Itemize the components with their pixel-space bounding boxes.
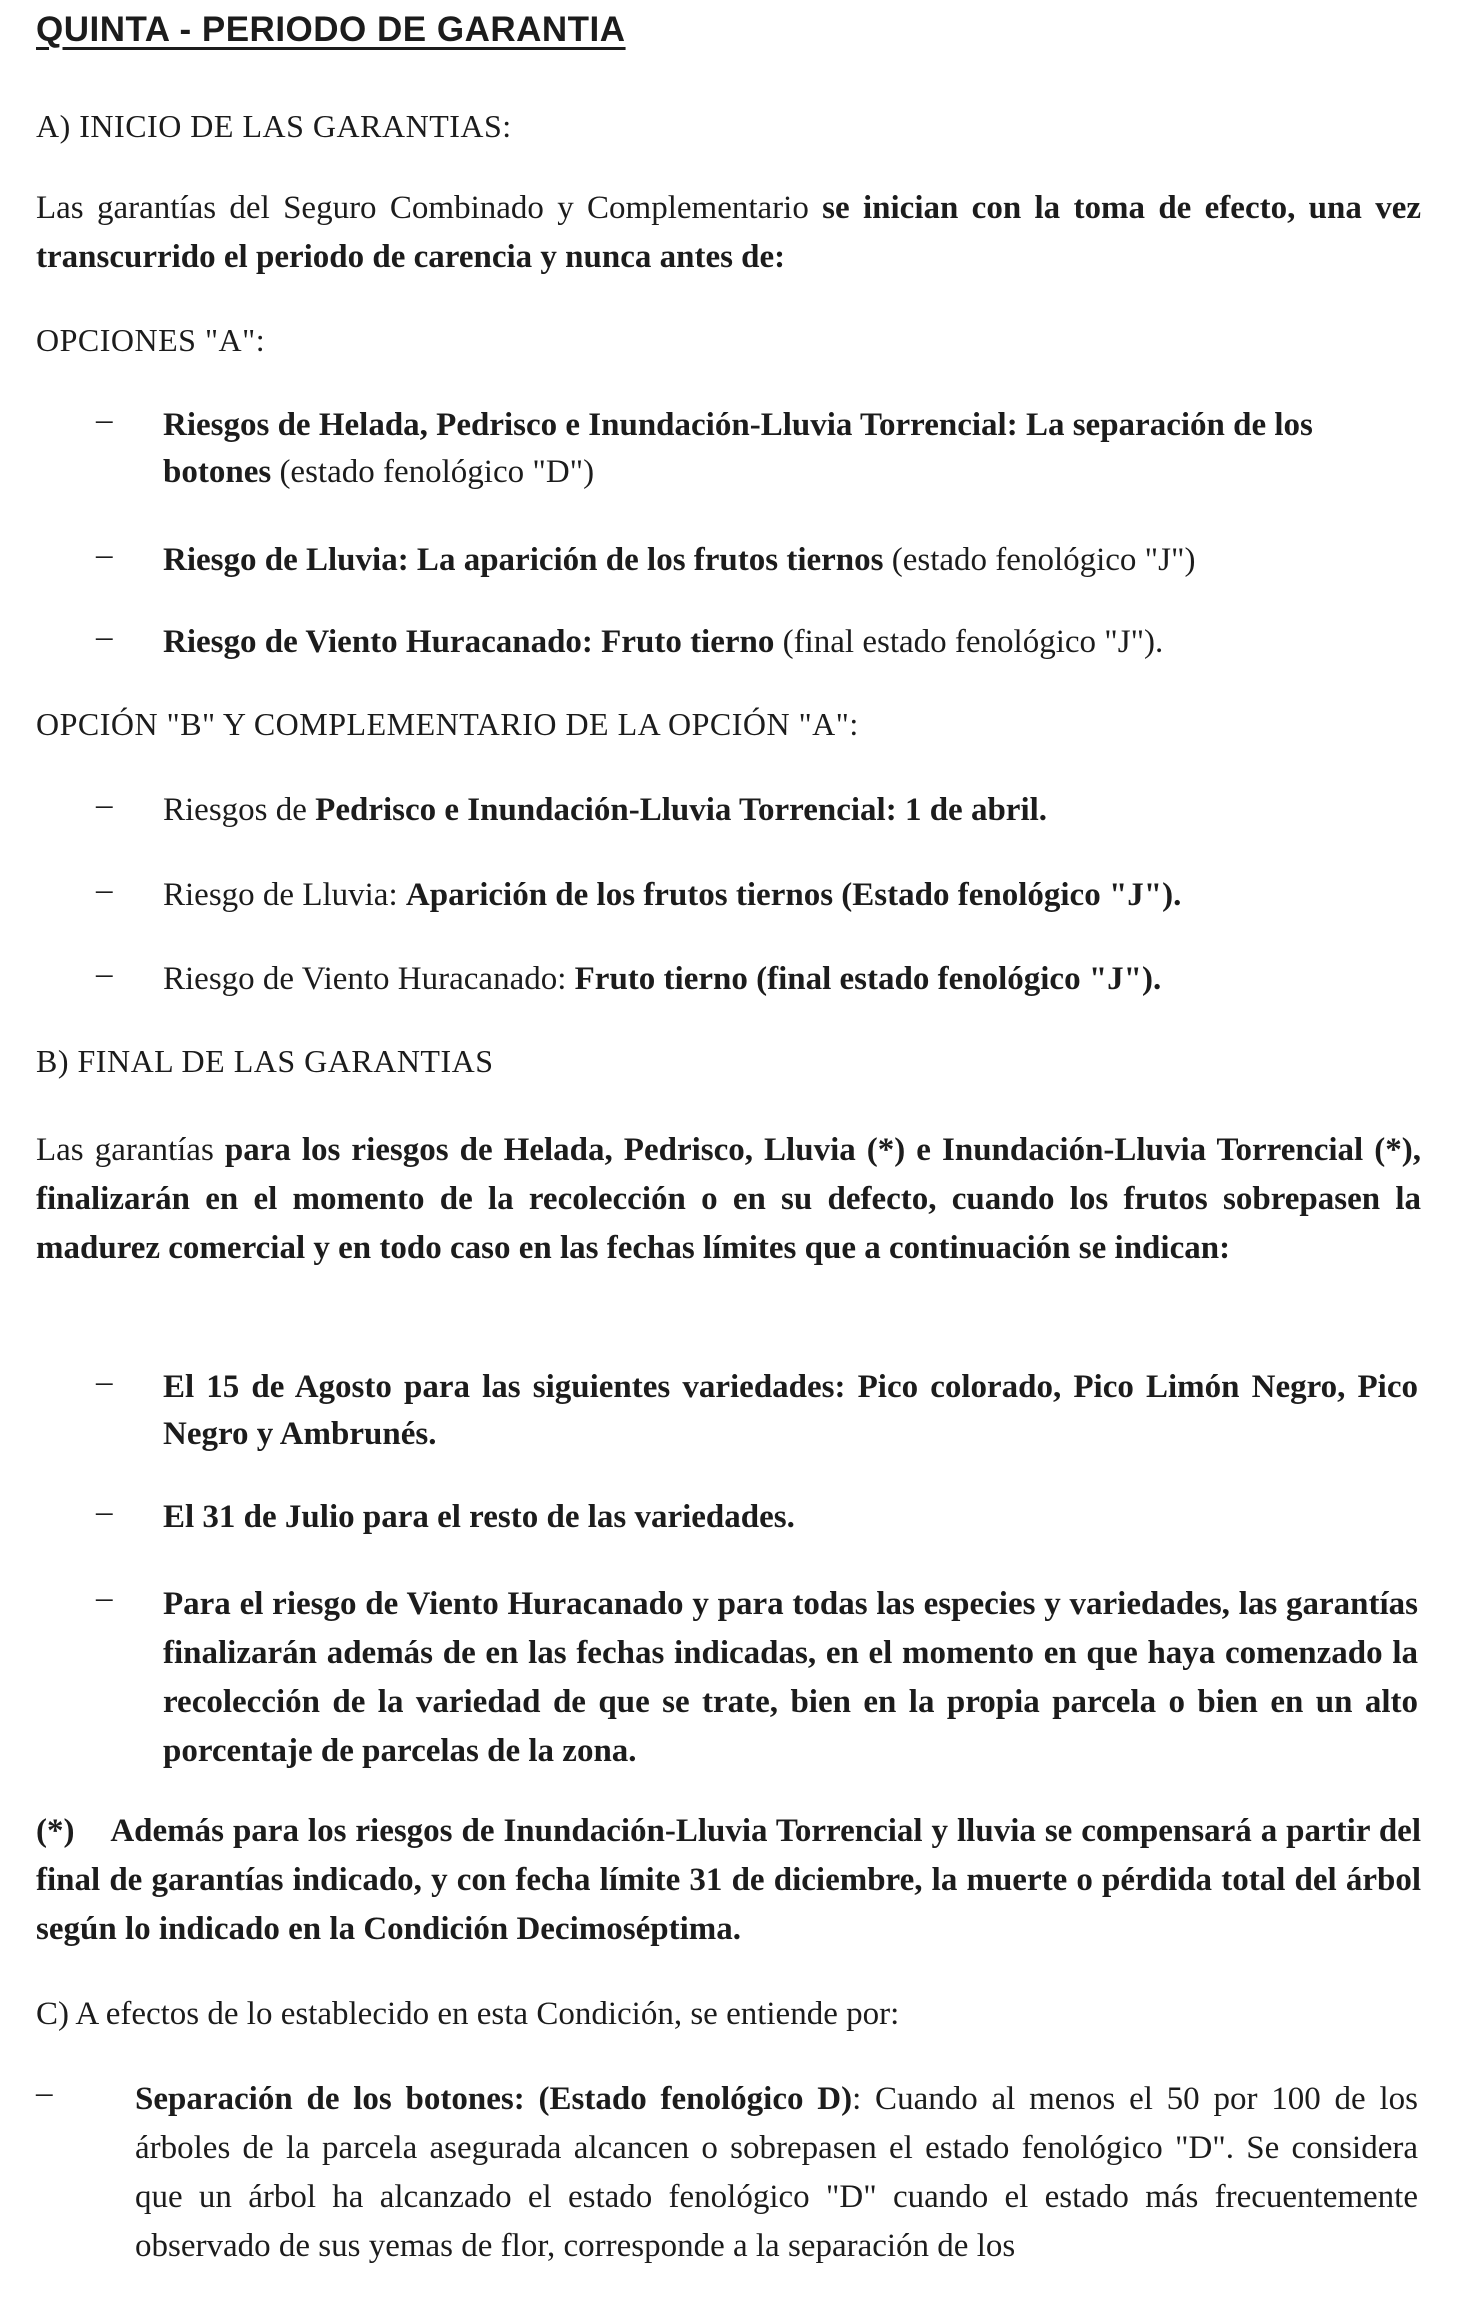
page-title: QUINTA - PERIODO DE GARANTIA: [36, 10, 626, 49]
section-b-item: Para el riesgo de Viento Huracanado y para todas las especies y variedades, las garantías finalizarán además de en las fechas indicadas, en el momento en que haya comenzado la recolección de la variedad de que se trate, bien en la propia parcela o bien en un alto porcentaje de parcelas de la zona.: [163, 1586, 1418, 1769]
list-dash: –: [96, 402, 113, 438]
item-normal: (final estado fenológico "J").: [774, 624, 1164, 660]
section-b-intro: [36, 1126, 1421, 1273]
item-normal: (estado fenológico "D"): [271, 454, 595, 490]
item-normal: (estado fenológico "J"): [883, 542, 1196, 578]
options-a-item: [163, 537, 1418, 584]
item-bold: Riesgos de Helada, Pedrisco e Inundación-Lluvia Torrencial: La separación de los botones: [163, 407, 1313, 490]
item-bold: Pedrisco e Inundación-Lluvia Torrencial: 1 de abril.: [315, 792, 1048, 828]
options-b-heading: OPCIÓN "B" Y COMPLEMENTARIO DE LA OPCIÓN "A":: [36, 706, 859, 742]
section-a-intro-normal: Las garantías del Seguro Combinado y Complementario: [36, 190, 823, 226]
list-dash: –: [96, 872, 113, 908]
options-a-heading: OPCIONES "A":: [36, 322, 266, 358]
footnote: [36, 1807, 1421, 1954]
list-dash: –: [96, 956, 113, 992]
section-b-intro-normal: Las garantías: [36, 1132, 225, 1168]
item-normal: Riesgo de Viento Huracanado:: [163, 961, 575, 997]
section-b-heading: B) FINAL DE LAS GARANTIAS: [36, 1043, 494, 1079]
options-b-item: [163, 872, 1418, 919]
options-a-item: [163, 619, 1418, 666]
list-dash: –: [96, 537, 113, 573]
list-dash: –: [96, 1494, 113, 1530]
section-c-item: [135, 2075, 1418, 2271]
item-normal: Riesgo de Lluvia:: [163, 877, 406, 913]
list-dash: –: [36, 2075, 53, 2111]
section-b-item: El 31 de Julio para el resto de las variedades.: [163, 1499, 795, 1535]
list-dash: –: [96, 1580, 113, 1616]
list-dash: –: [96, 619, 113, 655]
section-a-intro: [36, 184, 1421, 282]
item-bold: Separación de los botones: (Estado fenológico D): [135, 2081, 853, 2117]
section-a-intro-bold: se inician con la toma de efecto, una vez transcurrido el periodo de carencia y nunca antes de:: [36, 190, 1421, 275]
list-dash: –: [96, 787, 113, 823]
item-normal: Riesgos de: [163, 792, 316, 828]
section-c-heading: C) A efectos de lo establecido en esta Condición, se entiende por:: [36, 1996, 900, 2032]
item-bold: Fruto tierno (final estado fenológico "J").: [574, 961, 1162, 997]
options-b-item: [163, 956, 1418, 1003]
options-b-item: [163, 787, 1418, 834]
options-a-item: [163, 402, 1418, 496]
item-bold: Riesgo de Viento Huracanado: Fruto tierno: [163, 624, 775, 660]
footnote-mark: (*): [36, 1813, 75, 1849]
section-b-intro-bold: para los riesgos de Helada, Pedrisco, Lluvia (*) e Inundación-Lluvia Torrencial (*), finalizarán en el momento de la recolección o en su defecto, cuando los frutos sobrepasen la madurez comercial y en todo caso en las fechas límites que a continuación se indican:: [36, 1132, 1421, 1266]
section-a-heading: A) INICIO DE LAS GARANTIAS:: [36, 108, 512, 144]
list-dash: –: [96, 1364, 113, 1400]
section-b-item: El 15 de Agosto para las siguientes variedades: Pico colorado, Pico Limón Negro, Pico Negro y Ambrunés.: [163, 1369, 1418, 1452]
item-bold: Aparición de los frutos tiernos (Estado fenológico "J").: [405, 877, 1182, 913]
item-normal: : Cuando al menos el 50 por 100 de los árboles de la parcela asegurada alcancen o sobrepasen el estado fenológico "D". Se considera que un árbol ha alcanzado el estado fenológico "D" cuando el estado más frecuentemente observado de sus yemas de flor, corresponde a la separación de los: [135, 2081, 1418, 2264]
item-bold: Riesgo de Lluvia: La aparición de los frutos tiernos: [163, 542, 884, 578]
footnote-text: Además para los riesgos de Inundación-Lluvia Torrencial y lluvia se compensará a partir del final de garantías indicado, y con fecha límite 31 de diciembre, la muerte o pérdida total del árbol según lo indicado en la Condición Decimoséptima.: [36, 1813, 1421, 1947]
